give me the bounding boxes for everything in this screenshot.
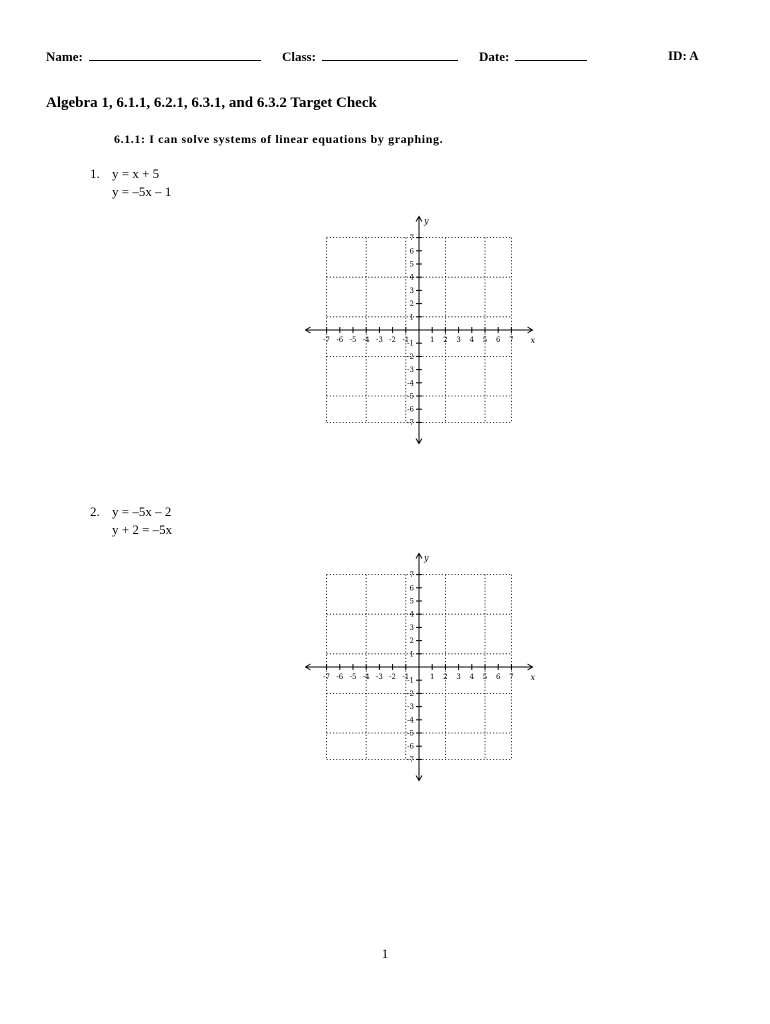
y-tick-label: 3 [409, 286, 414, 295]
x-tick-label: -3 [375, 673, 383, 681]
x-tick-label: 1 [429, 336, 435, 344]
y-tick-label: 2 [409, 637, 414, 646]
x-tick-label: -4 [362, 336, 370, 344]
x-tick-label: 3 [456, 673, 461, 681]
grid-svg [305, 214, 535, 450]
name-label: Name: [46, 49, 83, 64]
x-tick-label: -1 [402, 336, 410, 344]
coordinate-grid-1[interactable] [305, 214, 535, 450]
x-tick-label: -6 [336, 336, 344, 344]
page-title: Algebra 1, 6.1.1, 6.2.1, 6.3.1, and 6.3.2 Target Check [46, 95, 377, 111]
class-label: Class: [282, 49, 316, 64]
y-tick-label: 7 [409, 571, 414, 580]
coordinate-grid-2[interactable] [305, 551, 535, 787]
x-tick-label: -4 [362, 673, 370, 681]
x-tick-label: 7 [509, 336, 514, 344]
y-tick-label: -1 [407, 339, 414, 348]
x-tick-label: -7 [323, 673, 331, 681]
y-tick-label: -1 [407, 676, 414, 685]
x-tick-label: 5 [482, 673, 488, 681]
x-tick-label: 4 [469, 673, 475, 681]
y-axis-label: y [424, 553, 429, 563]
x-tick-label: 6 [495, 673, 501, 681]
x-tick-label: -5 [349, 336, 357, 344]
name-blank[interactable] [89, 48, 261, 61]
x-tick-label: 6 [495, 336, 501, 344]
y-tick-label: -3 [407, 366, 414, 375]
y-tick-label: 3 [409, 623, 414, 632]
y-axis-label: y [424, 216, 429, 226]
date-blank[interactable] [515, 48, 587, 61]
y-tick-label: -4 [407, 716, 414, 725]
y-tick-label: -6 [407, 742, 414, 751]
x-tick-label: 1 [429, 673, 435, 681]
y-tick-label: 5 [409, 597, 414, 606]
equation-2: y + 2 = –5x [112, 522, 173, 537]
x-tick-label: -6 [336, 673, 344, 681]
y-tick-label: -2 [407, 689, 414, 698]
y-tick-label: -4 [407, 379, 414, 388]
x-tick-label: -2 [389, 336, 397, 344]
x-tick-label: 7 [509, 673, 514, 681]
y-tick-label: 7 [409, 234, 414, 243]
id-label: ID: A [668, 48, 699, 63]
equation-1: y = x + 5 [112, 166, 160, 181]
x-tick-label: -1 [402, 673, 410, 681]
x-tick-label: 5 [482, 336, 488, 344]
date-field[interactable] [479, 48, 587, 65]
problem-number: 1. [90, 166, 100, 181]
y-tick-label: 1 [409, 313, 414, 322]
y-tick-label: 5 [409, 260, 414, 269]
x-axis-label: x [530, 336, 535, 345]
y-tick-label: 4 [409, 610, 414, 619]
y-tick-label: 2 [409, 300, 414, 309]
name-field[interactable] [46, 48, 261, 65]
class-field[interactable] [282, 48, 458, 65]
x-tick-label: -3 [375, 336, 383, 344]
equation-1: y = –5x – 2 [112, 504, 172, 519]
x-tick-label: -2 [389, 673, 397, 681]
y-tick-label: -5 [407, 729, 414, 738]
equation-2: y = –5x – 1 [112, 184, 172, 199]
x-tick-label: 4 [469, 336, 475, 344]
learning-target: 6.1.1: I can solve systems of linear equations by graphing. [114, 132, 444, 146]
y-tick-label: 6 [409, 247, 414, 256]
y-tick-label: -6 [407, 405, 414, 414]
y-tick-label: 6 [409, 584, 414, 593]
class-blank[interactable] [322, 48, 458, 61]
y-tick-label: -2 [407, 352, 414, 361]
problem-number: 2. [90, 504, 100, 519]
y-tick-label: 4 [409, 273, 414, 282]
y-tick-label: 1 [409, 650, 414, 659]
grid-svg [305, 551, 535, 787]
x-tick-label: 2 [443, 336, 448, 344]
x-tick-label: -5 [349, 673, 357, 681]
date-label: Date: [479, 49, 510, 64]
x-tick-label: 2 [443, 673, 448, 681]
x-tick-label: 3 [456, 336, 461, 344]
y-tick-label: -3 [407, 703, 414, 712]
page-number: 1 [381, 946, 389, 961]
y-tick-label: -7 [407, 755, 414, 764]
header-row [0, 48, 770, 68]
y-tick-label: -5 [407, 392, 414, 401]
y-tick-label: -7 [407, 418, 414, 427]
x-tick-label: -7 [323, 336, 331, 344]
x-axis-label: x [530, 673, 535, 682]
